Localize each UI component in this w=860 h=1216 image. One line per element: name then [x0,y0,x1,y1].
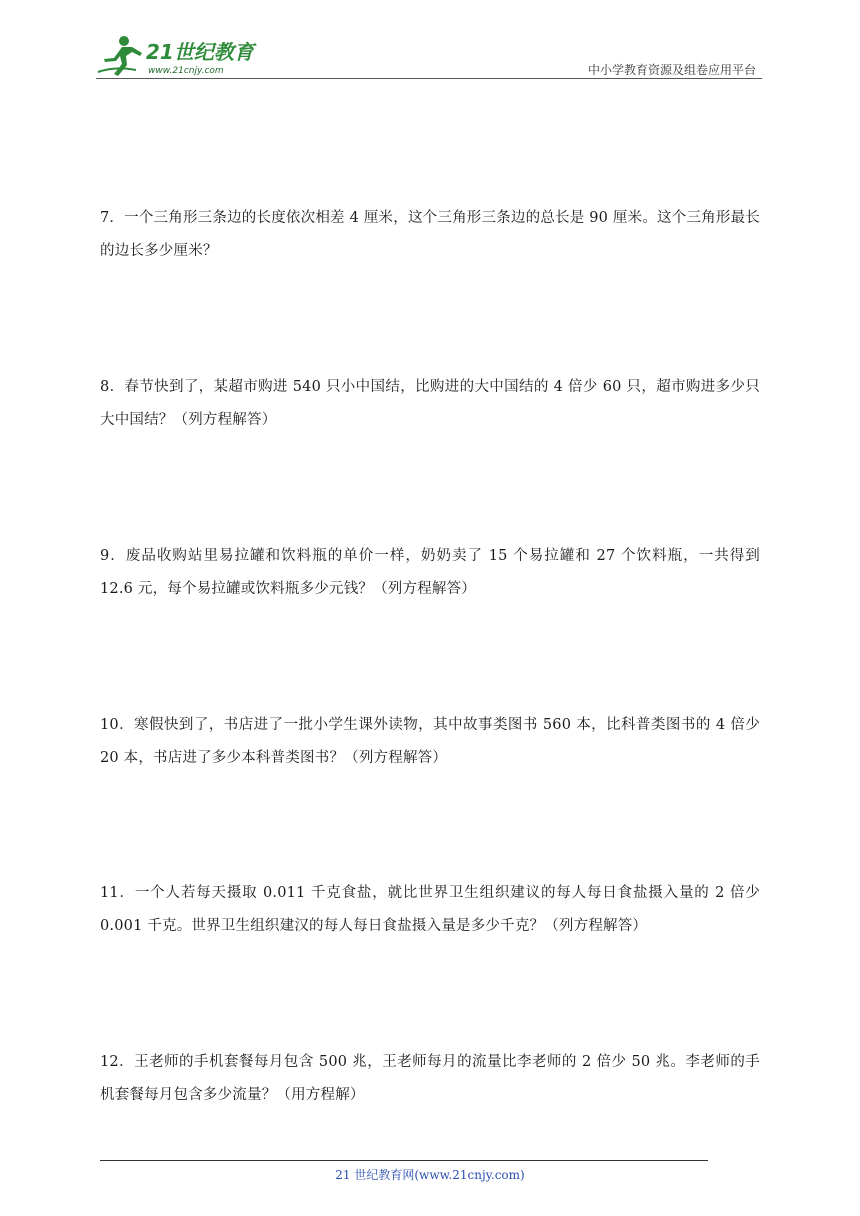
platform-name: 中小学教育资源及组卷应用平台 [587,63,756,77]
question-8: 8．春节快到了，某超市购进 540 只小中国结，比购进的大中国结的 4 倍少 60 只，超市购进多少只大中国结？（列方程解答） [100,379,760,428]
logo [96,32,266,78]
question-12: 12．王老师的手机套餐每月包含 500 兆，王老师每月的流量比李老师的 2 倍少 50 兆。李老师的手机套餐每月包含多少流量？（用方程解） [100,1054,760,1103]
question-10: 10．寒假快到了，书店进了一批小学生课外读物，其中故事类图书 560 本，比科普类图书的 4 倍少 20 本，书店进了多少本科普类图书？（列方程解答） [100,717,760,766]
footer-link[interactable]: 21 世纪教育网(www.21cnjy.com) [335,1168,525,1182]
logo-url: www.21cnjy.com [148,66,224,76]
question-11: 11．一个人若每天摄取 0.011 千克食盐，就比世界卫生组织建议的每人每日食盐摄入量的 2 倍少 0.001 千克。世界卫生组织建汉的每人每日食盐摄入量是多少千克？（列方程解答） [100,885,760,934]
logo-text: 21世纪教育 [146,40,254,64]
question-9: 9．废品收购站里易拉罐和饮料瓶的单价一样，奶奶卖了 15 个易拉罐和 27 个饮料瓶，一共得到 12.6 元，每个易拉罐或饮料瓶多少元钱？（列方程解答） [100,548,760,597]
header-divider [96,78,762,79]
footer-divider [100,1160,708,1161]
question-7: 7．一个三角形三条边的长度依次相差 4 厘米，这个三角形三条边的总长是 90 厘米。这个三角形最长的边长多少厘米？ [100,210,760,259]
runner-icon [98,36,142,76]
